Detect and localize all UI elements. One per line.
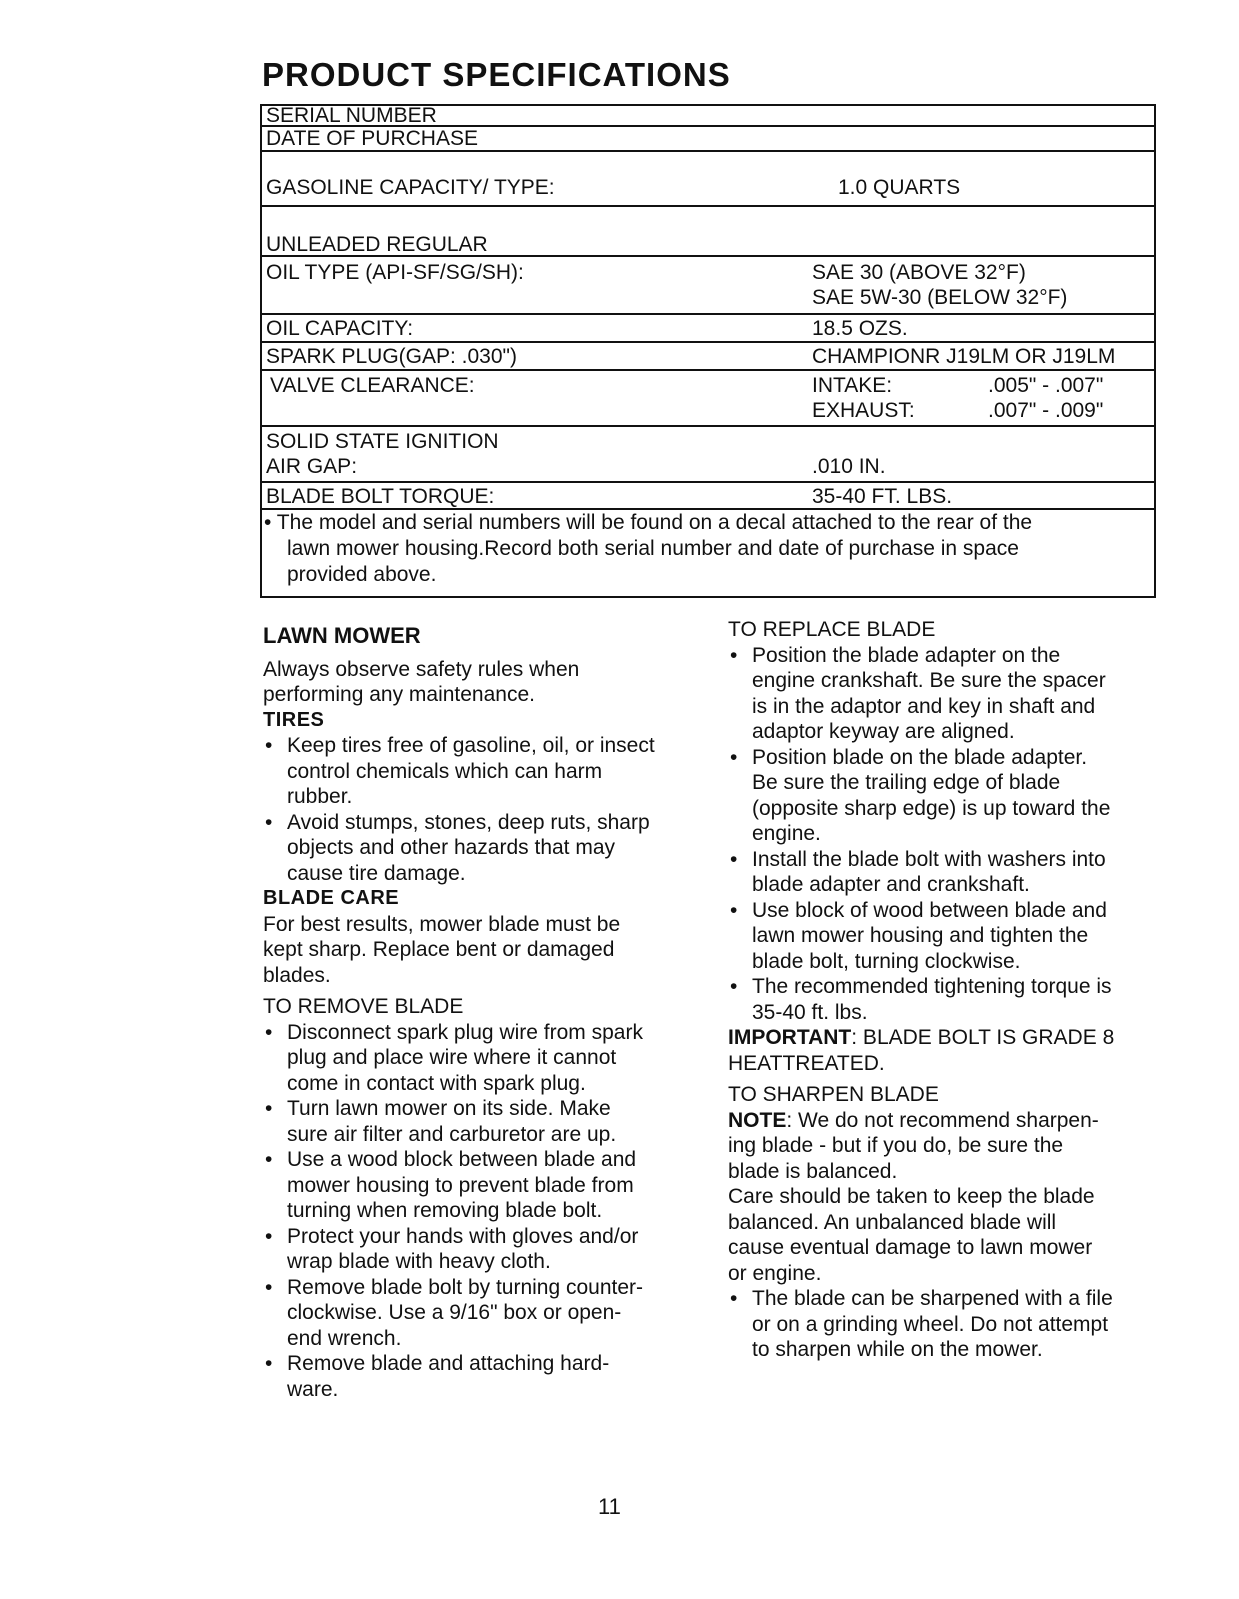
subheading-blade-care: BLADE CARE [263, 887, 400, 909]
list-item-line: objects and other hazards that may [287, 836, 616, 859]
subheading-sharpen-blade: TO SHARPEN BLADE [728, 1083, 939, 1106]
list-item-line: rubber. [287, 785, 353, 808]
bullet-icon: • [730, 975, 738, 998]
sharpen-blade-list [728, 1286, 1168, 1363]
list-item-line: or on a grinding wheel. Do not attempt [752, 1312, 1109, 1336]
list-item-line: Keep tires free of gasoline, oil, or insect [287, 734, 655, 757]
list-item [263, 1275, 713, 1352]
list-item-line: Position blade on the blade adapter. [752, 745, 1088, 769]
list-item-line: cause tire damage. [287, 861, 466, 885]
bullet-icon: • [265, 1097, 273, 1120]
list-item-line: end wrench. [287, 1326, 402, 1350]
list-item-line: adaptor keyway are aligned. [752, 720, 1015, 743]
spec-label: OIL CAPACITY: [266, 317, 414, 340]
list-item-line: Use a wood block between blade and [287, 1148, 637, 1171]
list-item-line: turning when removing blade bolt. [287, 1199, 603, 1222]
spec-label: GASOLINE CAPACITY/ TYPE: [266, 176, 555, 199]
list-item [728, 898, 1168, 975]
spec-value: INTAKE: [812, 374, 893, 397]
right-column [728, 617, 1168, 1363]
list-item-line: Be sure the trailing edge of blade [752, 771, 1061, 794]
replace-blade-list [728, 643, 1168, 1026]
list-item [728, 643, 1168, 745]
list-item [263, 810, 713, 887]
list-item [263, 1020, 713, 1097]
list-item-line: lawn mower housing and tighten the [752, 924, 1089, 947]
note-label: NOTE [728, 1108, 787, 1132]
spec-row-unleaded [262, 207, 1154, 257]
bullet-icon: • [265, 810, 273, 834]
list-item-line: Install the blade bolt with washers into [752, 847, 1106, 871]
paragraph-line: For best results, mower blade must be [263, 912, 621, 936]
subheading-replace-blade: TO REPLACE BLADE [728, 618, 936, 641]
spec-label: BLADE BOLT TORQUE: [266, 485, 495, 508]
paragraph-line: ing blade - but if you do, be sure the [728, 1134, 1064, 1157]
list-item-line: ware. [287, 1377, 339, 1401]
tires-list [263, 733, 713, 886]
list-item-line: clockwise. Use a 9/16" box or open- [287, 1301, 622, 1324]
bullet-icon: • [730, 745, 738, 769]
note-line: lawn mower housing.Record both serial number and date of purchase in space [287, 537, 1019, 560]
list-item-line: engine crankshaft. Be sure the spacer [752, 669, 1106, 692]
spec-row-date [262, 127, 1154, 152]
spec-label: AIR GAP: [266, 455, 358, 478]
bullet-icon: • [265, 1224, 273, 1248]
list-item-line: blade bolt, turning clockwise. [752, 949, 1021, 973]
spec-label: SPARK PLUG(GAP: .030") [266, 345, 517, 368]
spec-value: SAE 30 (ABOVE 32°F) [812, 261, 1026, 284]
spec-value: SAE 5W-30 (BELOW 32°F) [812, 286, 1068, 309]
spec-row-gasoline [262, 152, 1154, 207]
spec-row-blade-bolt [262, 483, 1154, 510]
spec-row-serial [262, 106, 1154, 127]
section-heading-lawn-mower: LAWN MOWER [263, 623, 421, 648]
page-number: 11 [598, 1494, 621, 1519]
spec-row-valve [262, 371, 1154, 427]
list-item-line: Position the blade adapter on the [752, 643, 1061, 667]
list-item [728, 1286, 1168, 1363]
paragraph-line: Always observe safety rules when [263, 657, 580, 681]
left-column [263, 623, 713, 1402]
list-item-line: The recommended tightening torque is [752, 975, 1112, 998]
spec-value: 1.0 QUARTS [838, 176, 961, 199]
list-item-line: (opposite sharp edge) is up toward the [752, 796, 1111, 820]
spec-label: UNLEADED REGULAR [266, 233, 488, 256]
spec-label: OIL TYPE (API-SF/SG/SH): [266, 261, 524, 284]
list-item-line: blade adapter and crankshaft. [752, 873, 1030, 896]
spec-value: .007" - .009" [988, 399, 1104, 422]
list-item-line: mower housing to prevent blade from [287, 1173, 634, 1197]
list-item [728, 847, 1168, 898]
paragraph-line: blades. [263, 963, 331, 987]
spec-value: .010 IN. [812, 455, 886, 478]
list-item [263, 1224, 713, 1275]
list-item [728, 974, 1168, 1025]
list-item-line: control chemicals which can harm [287, 759, 603, 783]
list-item [263, 1096, 713, 1147]
list-item-line: Avoid stumps, stones, deep ruts, sharp [287, 810, 650, 834]
list-item-line: Remove blade bolt by turning counter- [287, 1275, 644, 1299]
paragraph-line: balanced. An unbalanced blade will [728, 1210, 1057, 1234]
list-item-line: Turn lawn mower on its side. Make [287, 1097, 611, 1120]
list-item [263, 1147, 713, 1224]
list-item-line: engine. [752, 822, 821, 845]
paragraph-line: HEATTREATED. [728, 1051, 885, 1075]
spec-label: DATE OF PURCHASE [266, 127, 478, 150]
list-item-line: come in contact with spark plug. [287, 1071, 586, 1095]
remove-blade-list [263, 1020, 713, 1403]
list-item-line: Remove blade and attaching hard- [287, 1352, 610, 1375]
list-item-line: sure air filter and carburetor are up. [287, 1122, 617, 1146]
list-item [263, 733, 713, 810]
paragraph-line: kept sharp. Replace bent or damaged [263, 938, 615, 961]
paragraph-line: cause eventual damage to lawn mower [728, 1236, 1093, 1259]
note-line [728, 1108, 1168, 1134]
paragraph-line: performing any maintenance. [263, 683, 535, 706]
important-label: IMPORTANT [728, 1026, 852, 1049]
serial-number-note [264, 510, 1148, 588]
spec-row-oil-type [262, 257, 1154, 315]
important-text: : BLADE BOLT IS GRADE 8 [851, 1026, 1115, 1049]
spec-row-oil-capacity [262, 315, 1154, 343]
list-item-line: Protect your hands with gloves and/or [287, 1224, 639, 1248]
spec-value: .005" - .007" [988, 374, 1104, 397]
spec-label: VALVE CLEARANCE: [270, 374, 475, 397]
page-title: PRODUCT SPECIFICATIONS [262, 56, 731, 93]
bullet-icon: • [730, 643, 738, 667]
note-text: : We do not recommend sharpen- [786, 1108, 1099, 1132]
paragraph-line: blade is balanced. [728, 1159, 898, 1183]
spec-value: 35-40 FT. LBS. [812, 485, 953, 508]
note-line: • The model and serial numbers will be found on a decal attached to the rear of the [264, 511, 1033, 534]
list-item-line: The blade can be sharpened with a file [752, 1287, 1113, 1310]
subheading-tires: TIRES [263, 708, 325, 731]
list-item-line: to sharpen while on the mower. [752, 1338, 1043, 1361]
list-item-line: is in the adaptor and key in shaft and [752, 694, 1096, 718]
spec-value: CHAMPIONR J19LM OR J19LM [812, 345, 1116, 368]
paragraph-line: or engine. [728, 1261, 822, 1285]
subheading-remove-blade: TO REMOVE BLADE [263, 995, 464, 1018]
note-line: provided above. [287, 563, 437, 586]
spec-label: SERIAL NUMBER [266, 104, 437, 127]
list-item [263, 1351, 713, 1402]
list-item [728, 745, 1168, 847]
list-item-line: wrap blade with heavy cloth. [287, 1250, 551, 1273]
bullet-icon: • [265, 734, 273, 757]
paragraph-line: Care should be taken to keep the blade [728, 1185, 1095, 1208]
list-item-line: 35-40 ft. lbs. [752, 1000, 868, 1024]
spec-value: EXHAUST: [812, 399, 915, 422]
bullet-icon: • [265, 1148, 273, 1171]
spec-row-spark-plug [262, 343, 1154, 371]
important-line [728, 1025, 1168, 1051]
bullet-icon: • [265, 1275, 273, 1299]
list-item-line: plug and place wire where it cannot [287, 1046, 617, 1069]
list-item-line: Disconnect spark plug wire from spark [287, 1020, 643, 1044]
spec-row-ignition [262, 427, 1154, 483]
bullet-icon: • [730, 847, 738, 871]
spec-label: SOLID STATE IGNITION [266, 430, 499, 453]
specifications-table [260, 104, 1156, 598]
list-item-line: Use block of wood between blade and [752, 898, 1107, 922]
bullet-icon: • [265, 1352, 273, 1375]
bullet-icon: • [265, 1020, 273, 1044]
bullet-icon: • [730, 1287, 738, 1310]
bullet-icon: • [730, 898, 738, 922]
spec-value: 18.5 OZS. [812, 317, 908, 340]
